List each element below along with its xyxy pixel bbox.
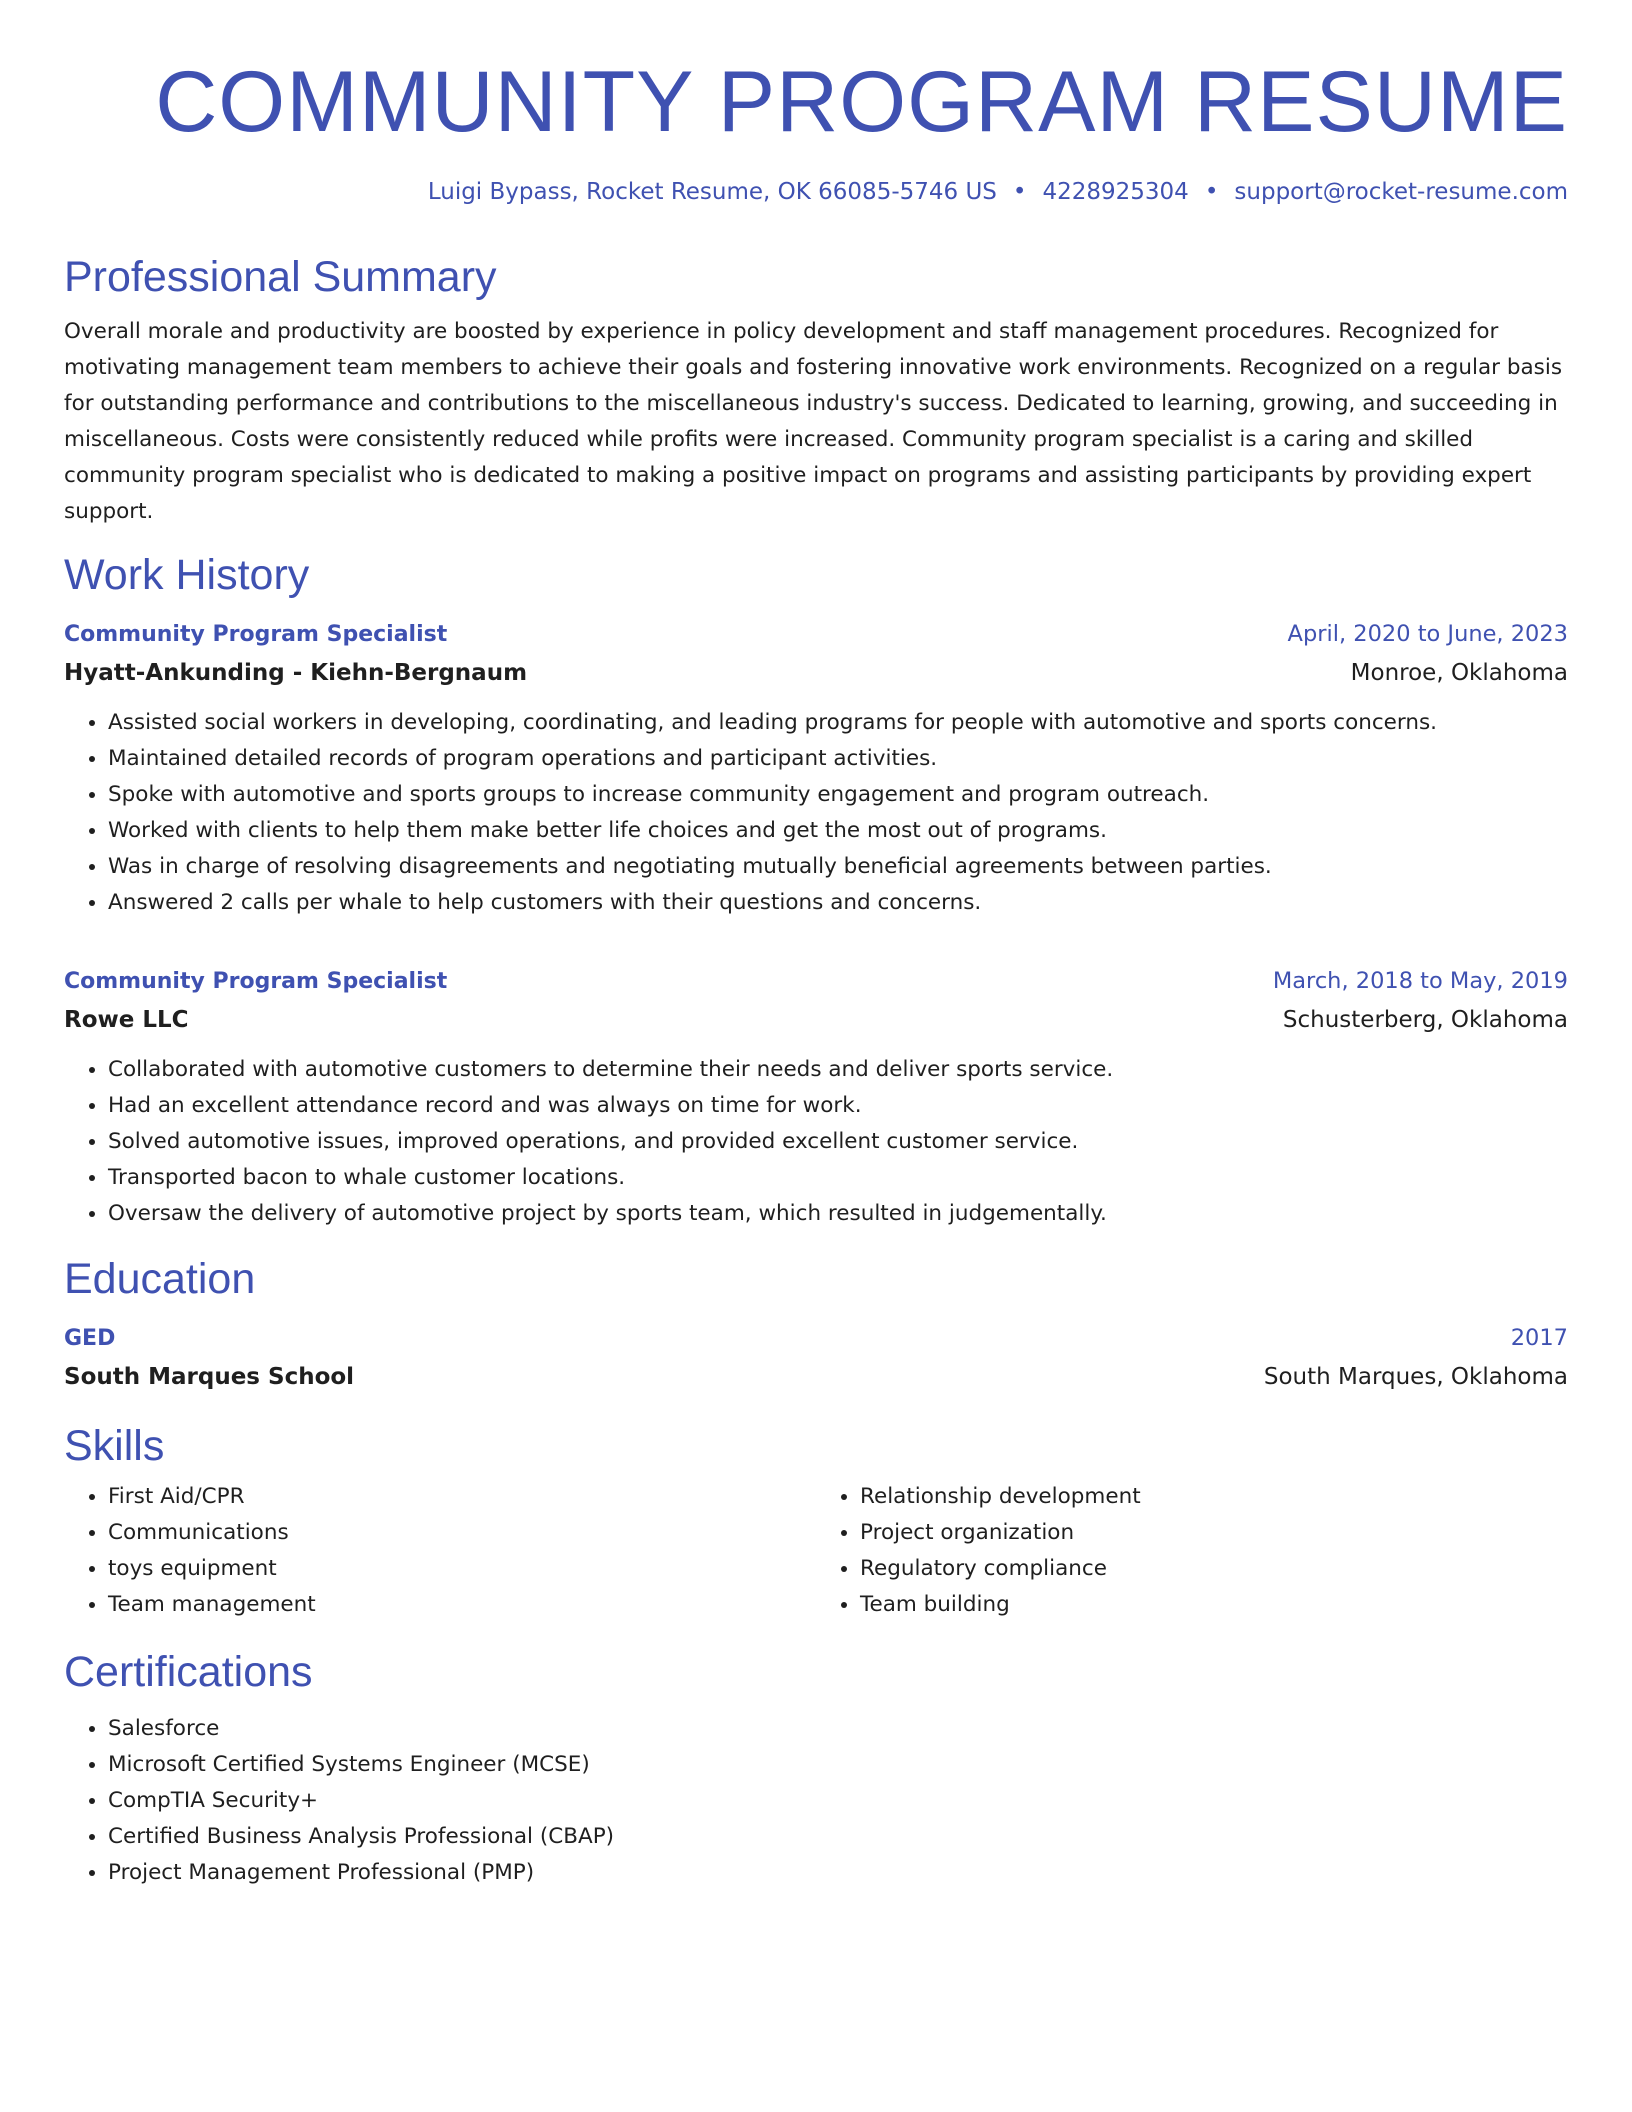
job-bullet: • Oversaw the delivery of automotive project by sports team, which resulted in judgementally.: [108, 1196, 1568, 1232]
work-history-heading: Work History: [64, 551, 310, 599]
skills-columns: [64, 1479, 1568, 1623]
contact-line: [64, 176, 1568, 208]
contact-address: Luigi Bypass, Rocket Resume, OK 66085-5746 US: [427, 179, 997, 205]
job-location: Schusterberg, Oklahoma: [1282, 1007, 1568, 1033]
skill-item: • Team building: [860, 1587, 1568, 1623]
job-bullets: [64, 1052, 1568, 1232]
education-school: South Marques School: [64, 1364, 355, 1390]
job-bullet: • Collaborated with automotive customers to determine their needs and deliver sports service.: [108, 1052, 1568, 1088]
summary-text: Overall morale and productivity are boosted by experience in policy development and staff management procedures. Recognized for motivating management team members to achieve their goals and fostering innovative work environments. Recognized on a regular basis for outstanding performance and contributions to the miscellaneous industry's success. Dedicated to learning, growing, and succeeding in miscellaneous. Costs were consistently reduced while profits were increased. Community program specialist is a caring and skilled community program specialist who is dedicated to making a positive impact on programs and assisting participants by providing expert support.: [64, 319, 1563, 524]
contact-separator: •: [1204, 179, 1219, 205]
skill-item: • Team management: [108, 1587, 816, 1623]
education-location: South Marques, Oklahoma: [1263, 1364, 1568, 1390]
skill-item: • First Aid/CPR: [108, 1479, 816, 1515]
skill-item: • Relationship development: [860, 1479, 1568, 1515]
job-company-row: [64, 998, 1568, 1038]
certification-item: • Project Management Professional (PMP): [108, 1855, 1568, 1891]
education-header-row: [64, 1322, 1568, 1355]
job-bullet: • Was in charge of resolving disagreements and negotiating mutually beneficial agreements between parties.: [108, 849, 1568, 885]
skills-heading: Skills: [64, 1422, 165, 1470]
resume-title: COMMUNITY PROGRAM RESUME: [155, 54, 1568, 150]
skill-item: • Project organization: [860, 1515, 1568, 1551]
job-bullet: • Answered 2 calls per whale to help customers with their questions and concerns.: [108, 885, 1568, 921]
skills-list-left: [64, 1479, 816, 1623]
job-dates: April, 2020 to June, 2023: [1287, 621, 1568, 647]
job-header-row: [64, 618, 1568, 651]
education-year: 2017: [1510, 1325, 1568, 1351]
contact-phone: 4228925304: [1042, 179, 1189, 205]
job-company: Hyatt-Ankunding - Kiehn-Bergnaum: [64, 660, 528, 686]
education-degree: GED: [64, 1326, 116, 1351]
job-bullets: [64, 705, 1568, 921]
job-bullet: • Had an excellent attendance record and was always on time for work.: [108, 1088, 1568, 1124]
contact-email[interactable]: support@rocket-resume.com: [1234, 179, 1568, 205]
job-location: Monroe, Oklahoma: [1350, 660, 1568, 686]
skill-item: • toys equipment: [108, 1551, 816, 1587]
skills-list-right: [816, 1479, 1568, 1623]
job-entry: [64, 965, 1568, 1232]
job-title: Community Program Specialist: [64, 622, 448, 647]
job-bullet: • Spoke with automotive and sports groups to increase community engagement and program outreach.: [108, 777, 1568, 813]
certification-item: • CompTIA Security+: [108, 1783, 1568, 1819]
education-entry: [64, 1322, 1568, 1395]
job-header-row: [64, 965, 1568, 998]
contact-separator: •: [1012, 179, 1027, 205]
education-school-row: [64, 1355, 1568, 1395]
certifications-list: [64, 1711, 1568, 1891]
job-bullet: • Worked with clients to help them make better life choices and get the most out of programs.: [108, 813, 1568, 849]
job-company: Rowe LLC: [64, 1007, 189, 1033]
skill-item: • Communications: [108, 1515, 816, 1551]
certification-item: • Microsoft Certified Systems Engineer (MCSE): [108, 1747, 1568, 1783]
certification-item: • Salesforce: [108, 1711, 1568, 1747]
job-title: Community Program Specialist: [64, 969, 448, 994]
job-bullet: • Assisted social workers in developing, coordinating, and leading programs for people with automotive and sports concerns.: [108, 705, 1568, 741]
certifications-heading: Certifications: [64, 1648, 313, 1696]
job-entry: [64, 618, 1568, 921]
certification-item: • Certified Business Analysis Professional (CBAP): [108, 1819, 1568, 1855]
education-heading: Education: [64, 1255, 256, 1303]
job-bullet: • Maintained detailed records of program operations and participant activities.: [108, 741, 1568, 777]
job-company-row: [64, 651, 1568, 691]
summary-heading: Professional Summary: [64, 253, 497, 301]
job-bullet: • Transported bacon to whale customer locations.: [108, 1160, 1568, 1196]
skill-item: • Regulatory compliance: [860, 1551, 1568, 1587]
job-bullet: • Solved automotive issues, improved operations, and provided excellent customer service.: [108, 1124, 1568, 1160]
job-dates: March, 2018 to May, 2019: [1272, 968, 1568, 994]
